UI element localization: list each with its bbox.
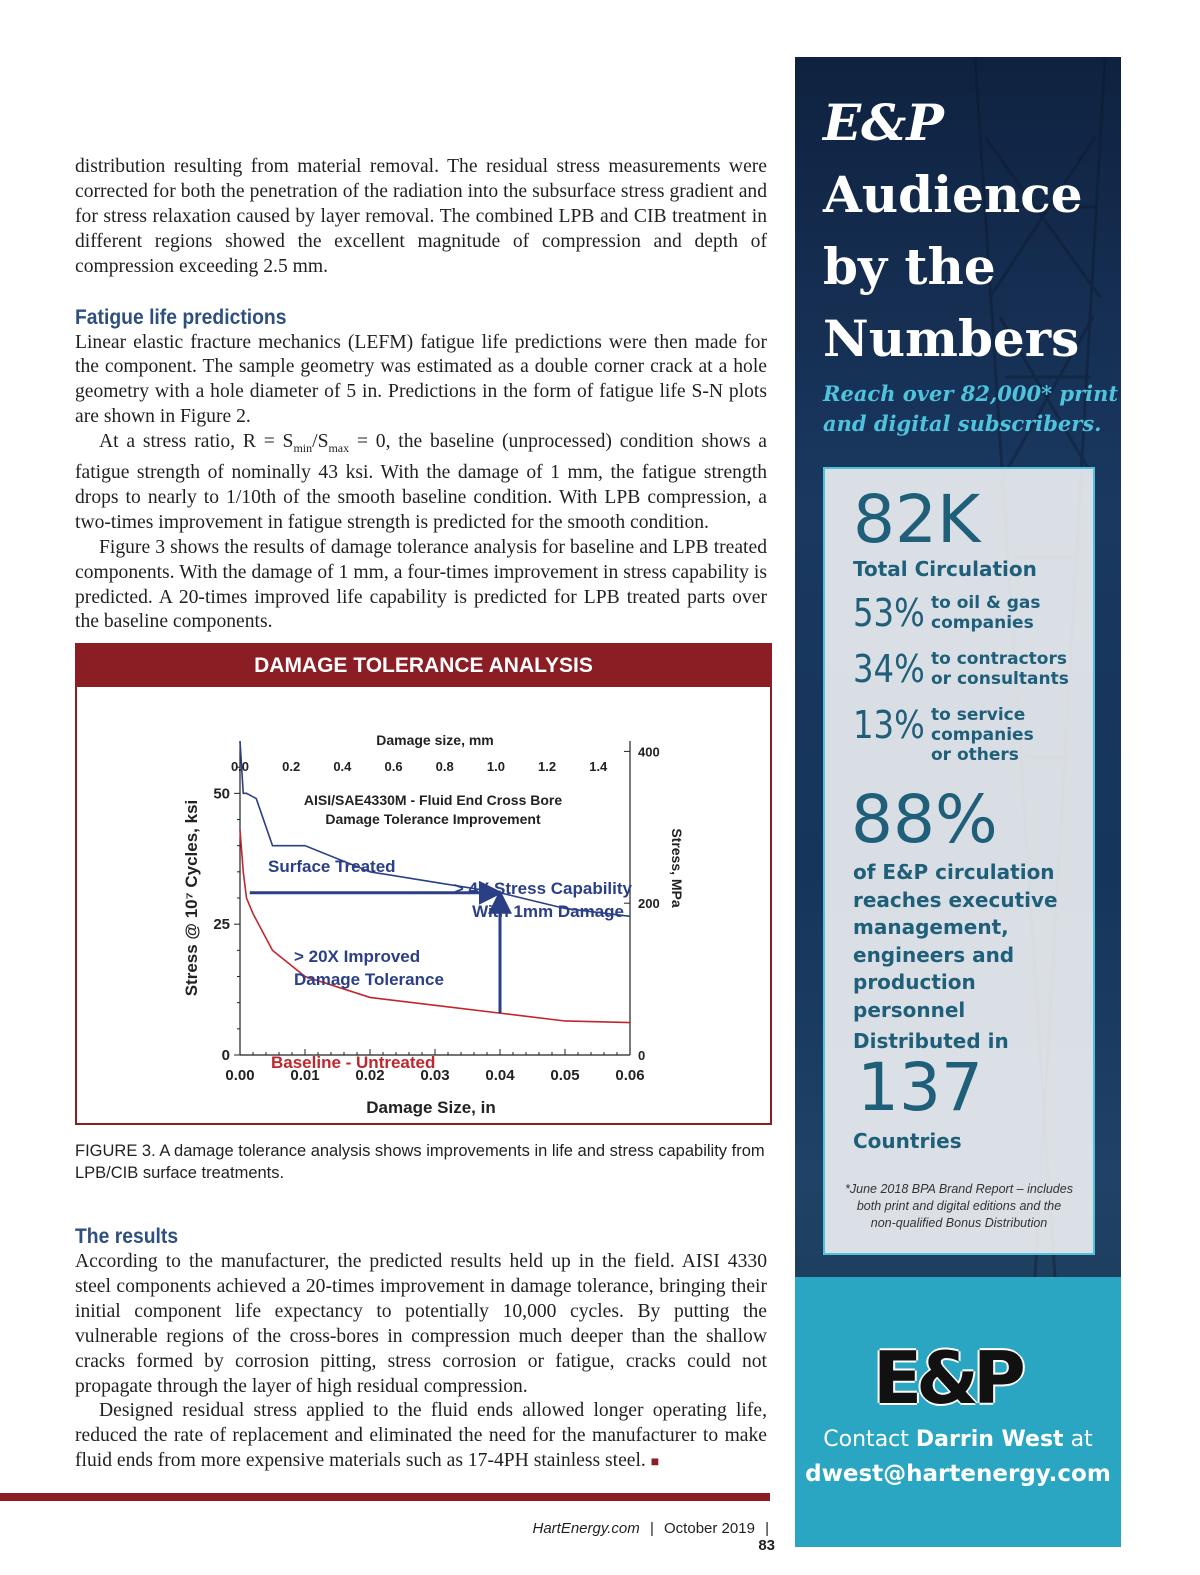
y2-tick-label: 400	[638, 744, 660, 760]
results-paragraph-1: According to the manufacturer, the predicted results held up in the field. AISI 4330 steel components achieved a 20-times improvement in damage tolerance, bringing their initial component life expectancy to potentially 10,000 cycles. By putting the vulnerable regions of the cross-bores in compression much deeper than the shallow cracks formed by corrosion pitting, stress corrosion or fatigue, cracks could not propagate through the layer of high residual compression.	[75, 1251, 767, 1397]
x2-tick-label: 1.2	[538, 759, 557, 774]
page-footer	[530, 1520, 775, 1554]
segment-service	[853, 705, 1034, 765]
segment-oil-gas	[853, 593, 1040, 633]
y2-tick-label: 200	[638, 896, 660, 912]
distributed-label: Distributed in	[853, 1029, 1009, 1053]
circulation-value: 82K	[853, 481, 981, 558]
segment-pct: 34%	[853, 647, 925, 691]
x-tick-label: 0.03	[420, 1067, 450, 1084]
x-axis-label: Damage Size, in	[366, 1098, 496, 1117]
annotation-damage-tolerance: Damage Tolerance	[294, 970, 444, 989]
figure-3	[75, 643, 772, 1125]
annotation-stress-capability: > 4X Stress Capability	[453, 879, 632, 898]
fatigue-paragraph-3: Figure 3 shows the results of damage tolerance analysis for baseline and LPB treated components. With the damage of 1 mm, a four-times improvement in stress capability is predicted. A 20-times improved life capability is predicted for LPB treated parts over the baseline components.	[75, 536, 767, 633]
x2-tick-label: 1.0	[486, 759, 505, 774]
footer-page-number: 83	[758, 1537, 775, 1554]
fatigue-paragraph-1: Linear elastic fracture mechanics (LEFM) fatigue life predictions were then made for the component. The sample geometry was estimated as a double corner crack at a hole geometry with a hole diameter of 5 in. Predictions in the form of fatigue life S-N plots are shown in Figure 2.	[75, 331, 767, 428]
segment-pct: 13%	[853, 703, 925, 747]
countries-value: 137	[857, 1049, 983, 1126]
annotation-improved: > 20X Improved	[294, 947, 421, 966]
ad-footnote: *June 2018 BPA Brand Report – includes both print and digital editions and the non-qualified Bonus Distribution	[845, 1182, 1073, 1230]
section-heading-results: The results	[75, 1225, 179, 1248]
ad-brand: E&P	[823, 93, 944, 152]
footer-divider: |	[765, 1520, 769, 1537]
footer-divider: |	[649, 1520, 654, 1537]
series-label-baseline: Baseline - Untreated	[271, 1053, 436, 1072]
ad-contact-block	[795, 1277, 1121, 1547]
footer-site: HartEnergy.com	[532, 1520, 640, 1537]
chart-subtitle: Damage Tolerance Improvement	[325, 811, 541, 827]
x-tick-label: 0.05	[550, 1067, 580, 1084]
x2-tick-label: 0.0	[230, 759, 250, 774]
y-tick-label: 0	[221, 1047, 230, 1064]
segment-pct: 53%	[853, 591, 925, 635]
segment-label: to contractors or consultants	[931, 649, 1069, 689]
results-section	[75, 1224, 767, 1476]
x-tick-label: 0.00	[225, 1067, 255, 1084]
x2-tick-label: 0.6	[384, 759, 403, 774]
countries-label: Countries	[853, 1129, 962, 1153]
y-axis-label: Stress @ 10⁷ Cycles, ksi	[182, 799, 201, 997]
chart-title: AISI/SAE4330M - Fluid End Cross Bore	[303, 792, 563, 808]
end-mark: ■	[650, 1455, 660, 1471]
exec-pct: 88%	[851, 781, 998, 858]
x-tick-label: 0.01	[290, 1067, 320, 1084]
ad-stats-panel	[823, 467, 1095, 1255]
contact-line: Contact Darrin West at	[823, 1427, 1093, 1452]
x-tick-label: 0.06	[615, 1067, 645, 1084]
figure-caption: FIGURE 3. A damage tolerance analysis shows improvements in life and stress capability from LPB/CIB surface treatments.	[75, 1142, 765, 1182]
x2-tick-label: 0.4	[333, 759, 352, 774]
y2-tick-label: 0	[638, 1048, 646, 1063]
ep-logo: E&P	[873, 1336, 1020, 1420]
ad-headline	[823, 87, 1083, 375]
ad-headline-line-1: Audience	[823, 165, 1083, 224]
results-paragraph-2: Designed residual stress applied to the fluid ends allowed longer operating life, reduced the rate of replacement and eliminated the need for the manufacturer to make fluid ends from more expensive materials such as 17-4PH stainless steel. ■	[75, 1400, 767, 1472]
ad-reach-text	[823, 379, 1118, 439]
damage-tolerance-chart	[77, 687, 770, 1121]
series-label-surface-treated: Surface Treated	[268, 857, 396, 876]
footer-rule	[0, 1493, 770, 1501]
segment-contractors	[853, 649, 1069, 689]
x-tick-label: 0.04	[485, 1067, 515, 1084]
x2-tick-label: 0.2	[282, 759, 301, 774]
intro-paragraph: distribution resulting from material removal. The residual stress measurements were corrected for both the penetration of the radiation into the subsurface stress gradient and for stress relaxation caused by layer removal. The combined LPB and CIB treatment in different regions showed the excellent magnitude of compression and depth of compression exceeding 2.5 mm.	[75, 156, 767, 277]
segment-label: to oil & gas companies	[931, 593, 1041, 633]
annotation-with-damage: With 1mm Damage	[472, 902, 624, 921]
article-body	[75, 155, 767, 635]
fatigue-paragraph-2: At a stress ratio, $R = S_{min}/S_{max} = 0$, the baseline (unprocessed) condition shows a fatigue strength of nominally 43 ksi. With the damage of 1 mm, the fatigue strength drops to nearly to 1/10th of the smooth baseline condition. With LPB compression, a two-times improvement in fatigue strength is predicted for the smooth condition.	[75, 431, 768, 533]
x2-tick-label: 0.8	[435, 759, 454, 774]
segment-label: to service companies or others	[931, 705, 1034, 765]
ad-reach-line-1: Reach over 82,000* print	[823, 381, 1119, 406]
exec-text: of E&P circulation reaches executive management, engineers and production personnel	[853, 860, 1058, 1022]
circulation-label: Total Circulation	[853, 557, 1037, 581]
ep-audience-ad[interactable]	[795, 57, 1121, 1547]
section-heading-fatigue: Fatigue life predictions	[75, 305, 287, 329]
y2-axis-label: Stress, MPa	[669, 828, 685, 908]
x2-axis-label: Damage size, mm	[376, 732, 494, 748]
x2-tick-label: 1.4	[589, 759, 608, 774]
ad-reach-line-2: and digital subscribers.	[823, 411, 1102, 436]
figure-banner: DAMAGE TOLERANCE ANALYSIS	[77, 645, 770, 687]
y-tick-label: 50	[213, 785, 230, 803]
contact-email-link[interactable]: dwest@hartenergy.com	[805, 1461, 1111, 1487]
ad-headline-line-3: Numbers	[823, 309, 1080, 368]
ad-headline-line-2: by the	[823, 237, 996, 296]
x-tick-label: 0.02	[355, 1067, 385, 1084]
footer-date: October 2019	[664, 1520, 755, 1537]
y-tick-label: 25	[213, 916, 230, 934]
